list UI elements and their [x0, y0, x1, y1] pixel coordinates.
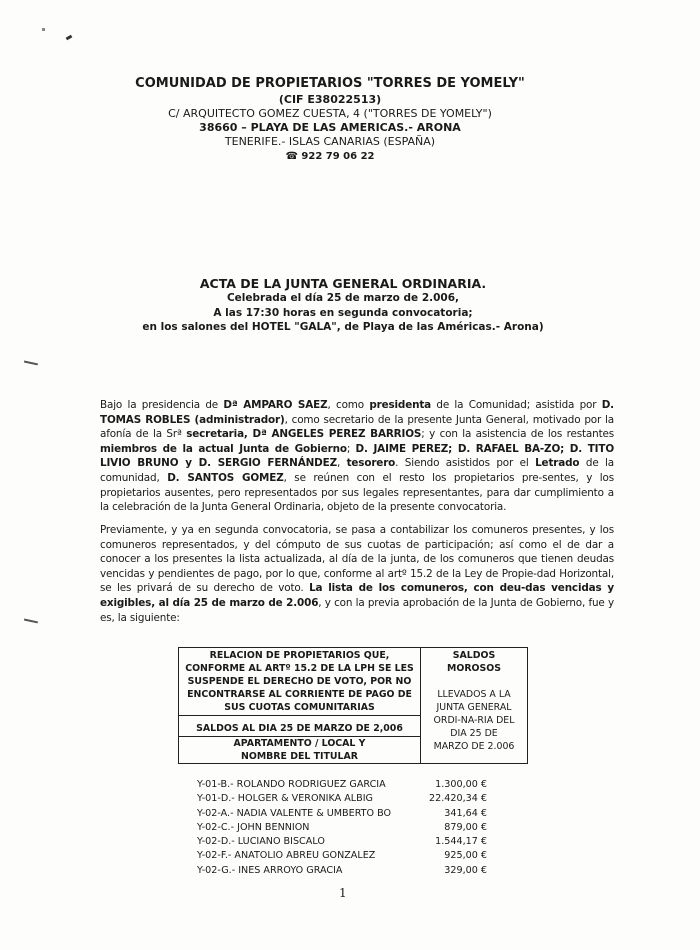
- title-main: ACTA DE LA JUNTA GENERAL ORDINARIA.: [199, 276, 487, 291]
- bold-text: Dª AMPARO SAEZ: [223, 399, 328, 411]
- owner: Y-02-F.- ANATOLIO ABREU GONZALEZ: [197, 850, 376, 862]
- text-segment: , como: [327, 399, 370, 411]
- text-segment: , se reúnen con el resto los propietarios pre-sentes, y los propietarios ausentes, pero representados por sus legales representantes, para dar cumplimiento a la celebración de la Junta General Ordinaria, objeto de la presente convocatoria.: [100, 471, 614, 514]
- owner: Y-01-B.- ROLANDO RODRIGUEZ GARCIA: [197, 779, 386, 790]
- text-segment: de la Comunidad; asistida por: [431, 399, 602, 411]
- list-item: [197, 807, 487, 821]
- bold-text: D. SANTOS GOMEZ: [167, 471, 284, 484]
- owner: Y-02-D.- LUCIANO BISCALO: [197, 836, 325, 848]
- scan-speck: [66, 35, 73, 41]
- llevados: LLEVADOS A LA JUNTA GENERAL ORDI-NA-RIA DEL DIA 25 DE MARZO DE 2.006: [433, 689, 515, 752]
- title-venue: en los salones del HOTEL "GALA", de Playa de las Américas.- Arona): [142, 321, 544, 333]
- amount: 925,00 €: [444, 850, 487, 862]
- list-item: [197, 835, 487, 849]
- list-item: [197, 821, 487, 835]
- owner: Y-01-D.- HOLGER & VERONIKA ALBIG: [197, 793, 373, 805]
- text-segment: , y con la previa aprobación de la Junta de Gobierno, fue y es, la siguiente:: [100, 596, 614, 624]
- amount: 1.300,00 €: [435, 779, 487, 790]
- community-name: COMUNIDAD DE PROPIETARIOS "TORRES DE YOMELY": [135, 76, 525, 91]
- text-segment: . Siendo asistidos por el: [395, 457, 536, 470]
- list-item: [197, 849, 487, 863]
- amount: 1.544,17 €: [435, 836, 487, 848]
- bold-text: Letrado: [535, 457, 580, 470]
- owner: Y-02-A.- NADIA VALENTE & UMBERTO BO: [197, 807, 392, 819]
- title-time: A las 17:30 horas en segunda convocatoria;: [213, 306, 473, 319]
- bold-text: La lista de los comuneros, con deu-das vencidas y exigibles, al día 25 de marzo de 2.006: [100, 582, 614, 609]
- amount: 341,64 €: [444, 807, 487, 819]
- paragraph-attendance: [100, 398, 614, 515]
- punch-mark: [24, 619, 38, 623]
- phone-line: [0, 149, 660, 164]
- amount: 22.420,34 €: [429, 793, 487, 805]
- text-segment: ; y con la asistencia de los restantes: [421, 428, 615, 441]
- apartamento-cell: APARTAMENTO / LOCAL Y NOMBRE DEL TITULAR: [179, 737, 421, 764]
- region: TENERIFE.- ISLAS CANARIAS (ESPAÑA): [224, 135, 436, 148]
- address: C/ ARQUITECTO GOMEZ CUESTA, 4 ("TORRES DE YOMELY"): [168, 107, 492, 120]
- city: 38660 – PLAYA DE LAS AMERICAS.- ARONA: [199, 121, 461, 134]
- debtors-header-table: [178, 647, 528, 764]
- text-segment: ,: [336, 457, 347, 470]
- phone: 922 79 06 22: [301, 151, 375, 162]
- title-date: Celebrada el día 25 de marzo de 2.006,: [226, 292, 460, 304]
- owner: Y-02-C.- JOHN BENNION: [197, 821, 310, 833]
- document-title: [0, 276, 686, 335]
- text-segment: , como secretario de la presente Junta General, motivado por la afonía de la Srª: [100, 413, 615, 441]
- debtors-list: [197, 778, 487, 878]
- saldos-morosos: SALDOS MOROSOS: [447, 650, 501, 674]
- list-item: [197, 864, 487, 878]
- text-segment: de la comunidad,: [100, 457, 615, 484]
- saldos-cell: [421, 648, 528, 764]
- text-segment: Bajo la presidencia de: [100, 399, 224, 411]
- bold-text: D. JAIME PEREZ; D. RAFAEL BA-ZO; D. TITO LIVIO BRUNO y D. SERGIO FERNÁNDEZ: [100, 442, 614, 470]
- list-item: [197, 792, 487, 806]
- telephone-icon: ☎: [285, 151, 302, 162]
- paragraph-debtors-intro: [100, 523, 614, 625]
- amount: 879,00 €: [444, 821, 487, 833]
- text-segment: ;: [346, 442, 356, 455]
- page-number: 1: [339, 886, 347, 900]
- scan-speck: [42, 28, 45, 31]
- saldos-fecha-cell: SALDOS AL DIA 25 DE MARZO DE 2,006: [179, 716, 421, 737]
- amount: 329,00 €: [444, 864, 487, 876]
- bold-text: miembros de la actual Junta de Gobierno: [100, 442, 347, 455]
- bold-text: D. TOMAS ROBLES (administrador): [100, 399, 614, 426]
- owner: Y-02-G.- INES ARROYO GRACIA: [197, 864, 343, 876]
- punch-mark: [24, 361, 38, 365]
- text-segment: Previamente, y ya en segunda convocatoria, se pasa a contabilizar los comuneros presentes, y los comuneros representados, y del cómputo de sus cuotas de participación; así como el de dar a conocer a los presentes la lista actualizada, al día de la junta, de los comuneros que tienen deudas vencidas y pendientes de pago, por lo que, conforme al artº 15.2 de la Ley de Propie-dad Horizontal, se les privará de su derecho de voto.: [100, 524, 614, 595]
- list-item: [197, 778, 487, 792]
- bold-text: secretaria, Dª ANGELES PEREZ BARRIOS: [186, 428, 422, 441]
- bold-text: tesorero: [346, 457, 396, 470]
- bold-text: presidenta: [369, 399, 432, 411]
- cif: (CIF E38022513): [278, 93, 382, 106]
- relacion-cell: RELACION DE PROPIETARIOS QUE, CONFORME AL ARTº 15.2 DE LA LPH SE LES SUSPENDE EL DERECHO DE VOTO, POR NO ENCONTRARSE AL CORRIENTE DE PAGO DE SUS CUOTAS COMUNITARIAS: [179, 648, 421, 716]
